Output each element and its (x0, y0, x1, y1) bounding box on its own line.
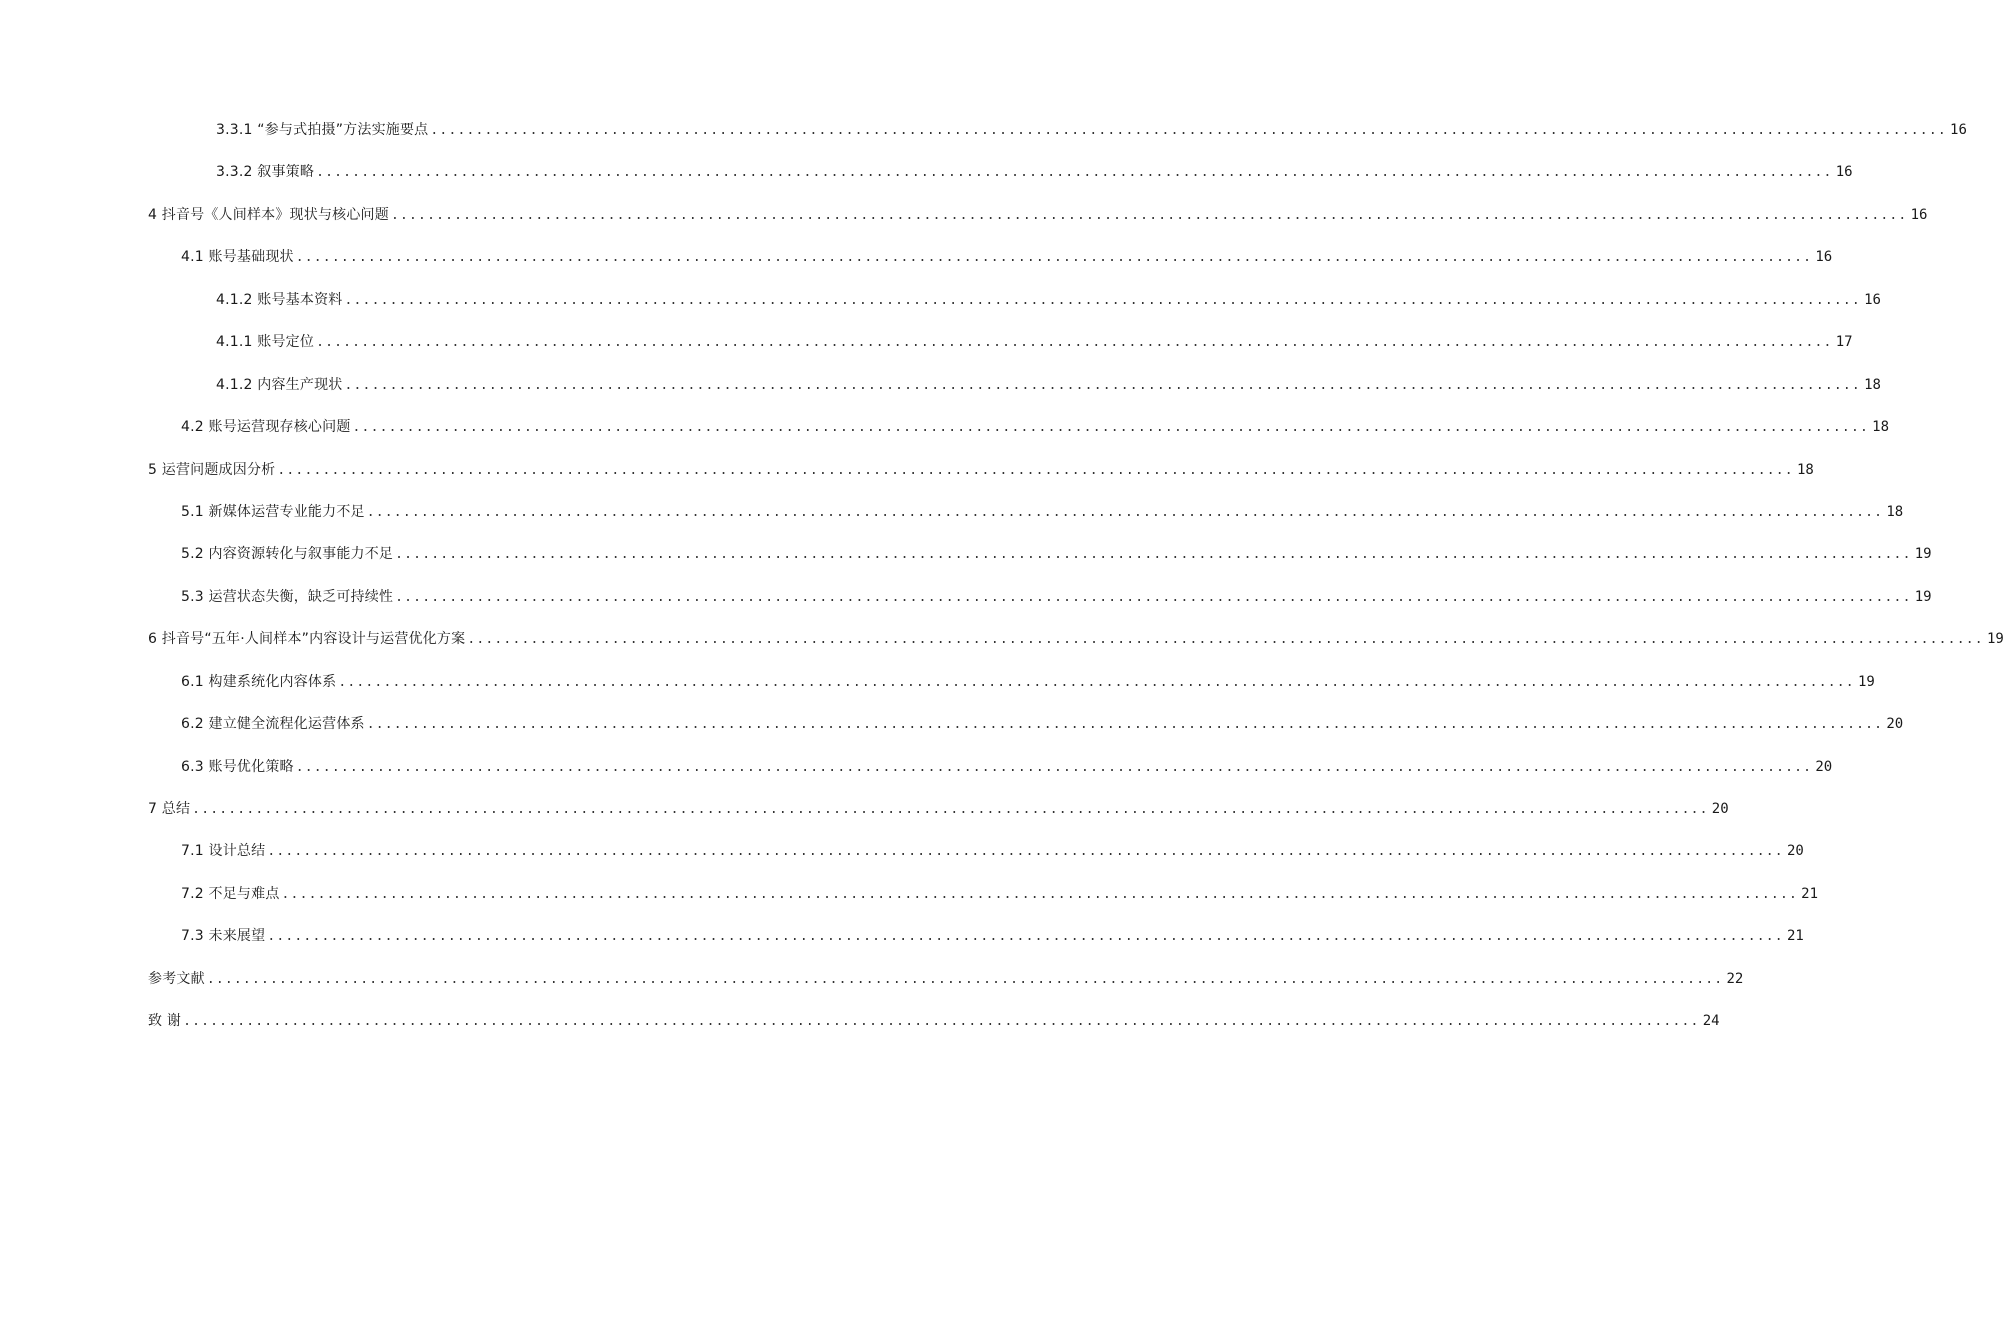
dot-leader: ........................................................................................................................................................................ (192, 802, 1709, 817)
dot-leader: ........................................................................................................................................................................ (281, 886, 1798, 902)
toc-entry[interactable] (0, 833, 1804, 875)
dot-leader: ........................................................................................................................................................................ (430, 123, 1947, 138)
toc-page-number: 20 (1711, 801, 1729, 817)
dot-leader: ........................................................................................................................................................................ (395, 589, 1912, 605)
dot-leader: ........................................................................................................................................................................ (366, 717, 1884, 733)
toc-page-number: 21 (1786, 928, 1804, 945)
toc-entry[interactable] (0, 112, 1967, 154)
toc-entry-title: 5.1 新媒体运营专业能力不足 (181, 503, 365, 520)
toc-entry[interactable] (0, 239, 1833, 281)
toc-entry-title: 6.3 账号优化策略 (181, 758, 294, 775)
toc-page-number: 17 (1835, 334, 1853, 351)
dot-leader: ........................................................................................................................................................................ (390, 207, 1908, 223)
toc-page-number: 20 (1886, 716, 1904, 733)
toc-page-number: 16 (1835, 164, 1853, 181)
toc-page-number: 20 (1786, 843, 1804, 860)
toc-page-number: 18 (1886, 503, 1904, 520)
toc-entry[interactable] (0, 791, 1729, 833)
toc-entry-title: 5.3 运营状态失衡，缺乏可持续性 (181, 588, 394, 605)
toc-entry-title: 6.2 建立健全流程化运营体系 (181, 716, 365, 733)
toc-page-number: 24 (1702, 1013, 1720, 1030)
toc-entry[interactable] (0, 749, 1833, 791)
toc-entry-title: 7.2 不足与难点 (181, 885, 280, 902)
toc-page-number: 16 (1950, 122, 1967, 138)
toc-entry[interactable] (0, 452, 1814, 494)
toc-entry-title: 7.3 未来展望 (181, 928, 266, 945)
toc-page-number: 18 (1864, 376, 1881, 393)
toc-entry-title: 4.1.2 账号基本资料 (216, 291, 343, 308)
toc-entry[interactable] (0, 961, 1744, 1003)
toc-entry[interactable] (0, 1003, 1720, 1045)
toc-entry-title: 4 抖音号《人间样本》现状与核心问题 (148, 206, 389, 223)
dot-leader: ........................................................................................................................................................................ (338, 674, 1855, 690)
toc-page-number: 20 (1815, 758, 1833, 775)
toc-entry[interactable] (0, 876, 1818, 918)
dot-leader: ........................................................................................................................................................................ (366, 504, 1884, 520)
toc-entry-title: 参考文献 (148, 970, 205, 987)
toc-entry-title: 3.3.2 叙事策略 (216, 164, 315, 181)
dot-leader: ........................................................................................................................................................................ (183, 1014, 1700, 1030)
dot-leader: ........................................................................................................................................................................ (267, 929, 1784, 945)
toc-entry[interactable] (0, 536, 1932, 578)
dot-leader: ........................................................................................................................................................................ (352, 420, 1869, 436)
toc-entry[interactable] (0, 918, 1804, 960)
toc-page-number: 16 (1910, 206, 1928, 223)
toc-page-number: 21 (1801, 885, 1818, 902)
dot-leader: ........................................................................................................................................................................ (267, 844, 1784, 860)
table-of-contents (0, 112, 2004, 1046)
dot-leader: ........................................................................................................................................................................ (344, 292, 1861, 308)
dot-leader: ........................................................................................................................................................................ (316, 165, 1833, 181)
toc-entry-title: 4.1.1 账号定位 (216, 334, 315, 351)
toc-entry[interactable] (0, 664, 1875, 706)
toc-entry[interactable] (0, 282, 1881, 324)
toc-entry-title: 4.1 账号基础现状 (181, 249, 294, 266)
dot-leader: ........................................................................................................................................................................ (467, 632, 1984, 648)
toc-page-number: 19 (1857, 673, 1875, 690)
toc-page-number: 22 (1726, 970, 1744, 987)
toc-entry-title: 6.1 构建系统化内容体系 (181, 673, 337, 690)
dot-leader: ........................................................................................................................................................................ (316, 335, 1833, 351)
toc-entry[interactable] (0, 409, 1889, 451)
toc-entry[interactable] (0, 197, 1928, 239)
toc-entry-title: 3.3.1 “参与式拍摄”方法实施要点 (216, 122, 429, 138)
toc-entry-title: 7.1 设计总结 (181, 843, 266, 860)
toc-entry[interactable] (0, 579, 1932, 621)
dot-leader: ........................................................................................................................................................................ (295, 759, 1813, 775)
dot-leader: ........................................................................................................................................................................ (395, 547, 1912, 563)
dot-leader: ........................................................................................................................................................................ (344, 377, 1861, 393)
toc-entry-title: 6 抖音号“五年·人间样本”内容设计与运营优化方案 (148, 631, 466, 648)
toc-entry[interactable] (0, 494, 1904, 536)
toc-page-number: 16 (1864, 291, 1881, 308)
toc-entry-title: 7 总结 (148, 801, 191, 817)
toc-page-number: 18 (1796, 461, 1814, 478)
toc-entry-title: 4.2 账号运营现存核心问题 (181, 419, 351, 436)
dot-leader: ........................................................................................................................................................................ (206, 971, 1724, 987)
toc-entry-title: 5 运营问题成因分析 (148, 461, 276, 478)
toc-entry[interactable] (0, 706, 1904, 748)
toc-entry[interactable] (0, 154, 1853, 196)
toc-entry-title: 致 谢 (148, 1013, 182, 1030)
toc-page-number: 19 (1914, 546, 1932, 563)
toc-entry-title: 4.1.2 内容生产现状 (216, 376, 343, 393)
toc-page-number: 18 (1872, 419, 1889, 436)
toc-page-number: 19 (1914, 588, 1932, 605)
toc-entry-title: 5.2 内容资源转化与叙事能力不足 (181, 546, 394, 563)
toc-entry[interactable] (0, 367, 1881, 409)
toc-entry[interactable] (0, 324, 1853, 366)
dot-leader: ........................................................................................................................................................................ (295, 250, 1813, 266)
dot-leader: ........................................................................................................................................................................ (277, 462, 1794, 478)
toc-entry[interactable] (0, 621, 2004, 663)
toc-page-number: 16 (1815, 249, 1833, 266)
toc-page-number: 19 (1986, 631, 2004, 648)
